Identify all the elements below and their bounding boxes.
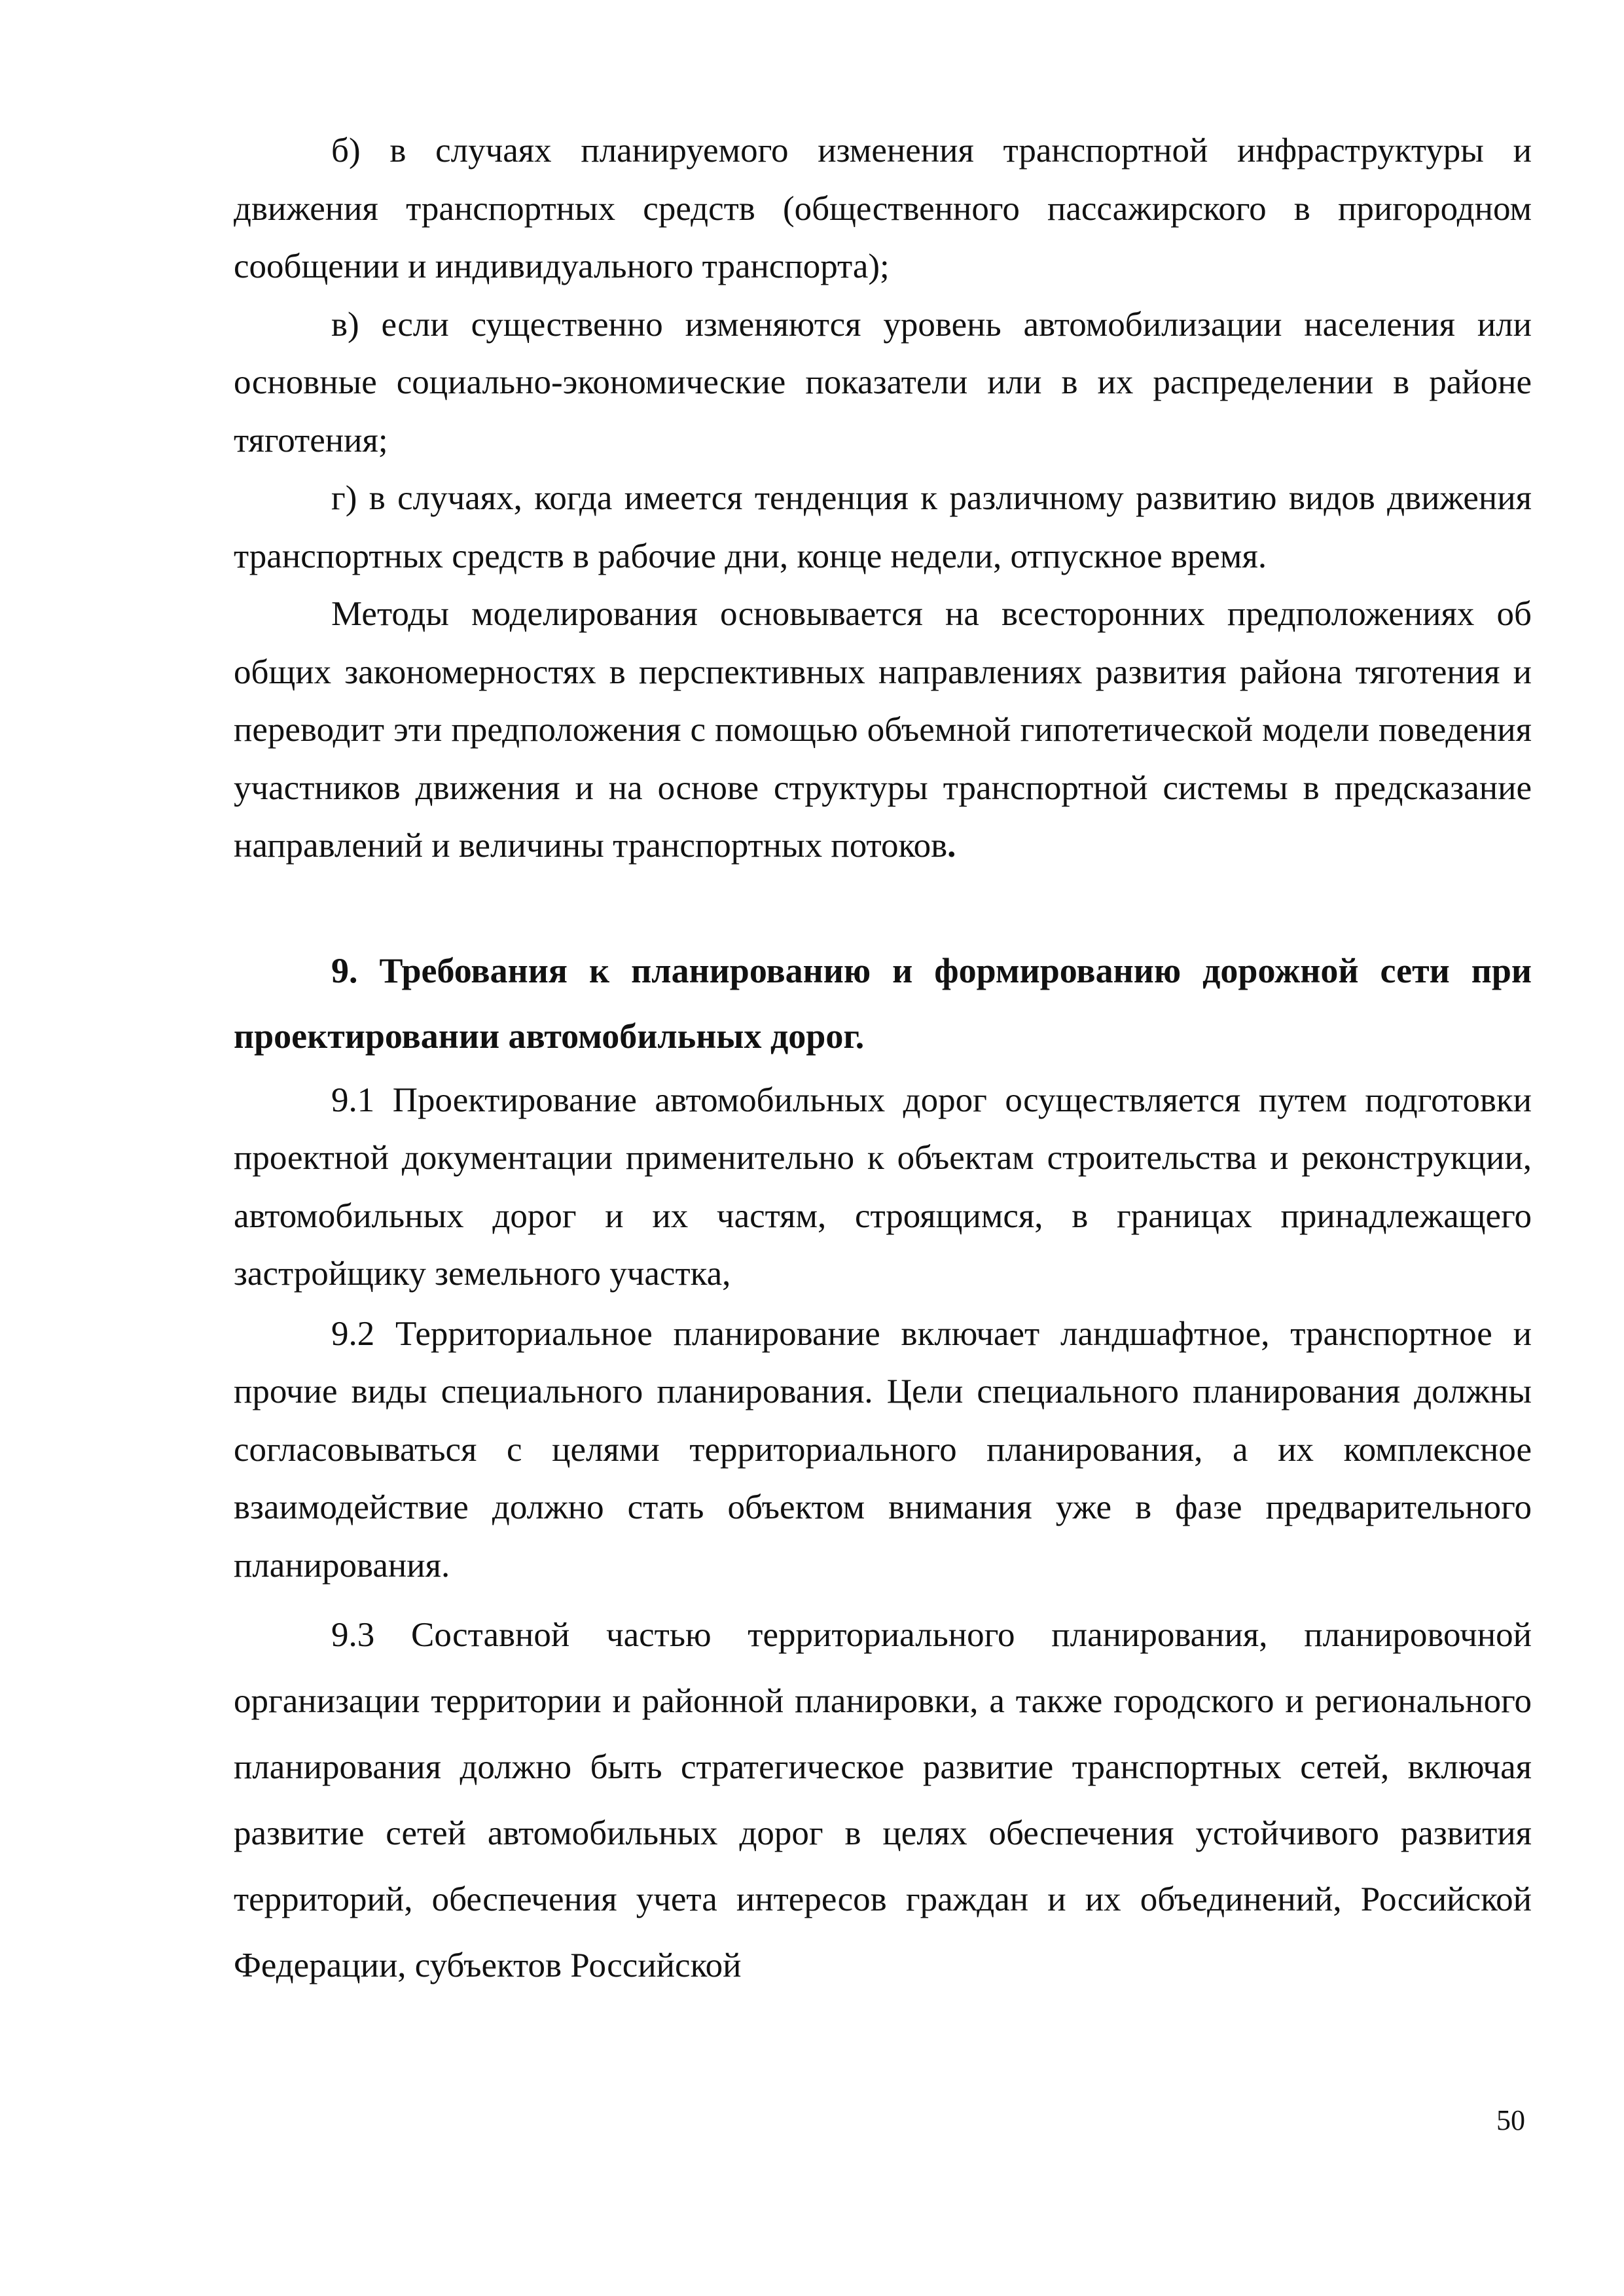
section-9-heading: 9. Требования к планированию и формированию дорожной сети при проектировании автомобильных дорог. — [234, 950, 1532, 1056]
paragraph-item-b: б) в случаях планируемого изменения транспортной инфраструктуры и движения транспортных средств (общественного пассажирского в пригородном сообщении и индивидуального транспорта); — [234, 132, 1532, 285]
paragraph-modeling-methods — [234, 585, 1532, 875]
paragraph-9-3: 9.3 Составной частью территориального планирования, планировочной организации территории и районной планировки, а также городского и регионального планирования должно быть стратегическое развитие транспортных сетей, включая развитие сетей автомобильных дорог в целях обеспечения устойчивого развития территорий, обеспечения учета интересов граждан и их объединений, Российской Федерации, субъектов Российской — [234, 1616, 1532, 1984]
paragraph-item-g: г) в случаях, когда имеется тенденция к различному развитию видов движения транспортных средств в рабочие дни, конце недели, отпускное время. — [234, 479, 1532, 575]
document-page — [234, 122, 1532, 1999]
modeling-methods-text: Методы моделирования основывается на всесторонних предположениях об общих закономерностях в перспективных направлениях развития района тяготения и переводит эти предположения с помощью объемной гипотетической модели поведения участников движения и на основе структуры транспортной системы в предсказание направлений и величины транспортных потоков — [234, 595, 1532, 865]
paragraph-9-1: 9.1 Проектирование автомобильных дорог осуществляется путем подготовки проектной документации применительно к объектам строительства и реконструкции, автомобильных дорог и их частям, строящимся, в границах принадлежащего застройщику земельного участка, — [234, 1081, 1532, 1293]
paragraph-9-2: 9.2 Территориальное планирование включает ландшафтное, транспортное и прочие виды специального планирования. Цели специального планирования должны согласовываться с целями территориального планирования, а их комплексное взаимодействие должно стать объектом внимания уже в фазе предварительного планирования. — [234, 1314, 1532, 1585]
page-number: 50 — [1496, 2104, 1525, 2136]
paragraph-item-v: в) если существенно изменяются уровень автомобилизации населения или основные социально-экономические показатели или в их распределении в районе тяготения; — [234, 305, 1532, 459]
modeling-methods-end: . — [947, 827, 956, 865]
